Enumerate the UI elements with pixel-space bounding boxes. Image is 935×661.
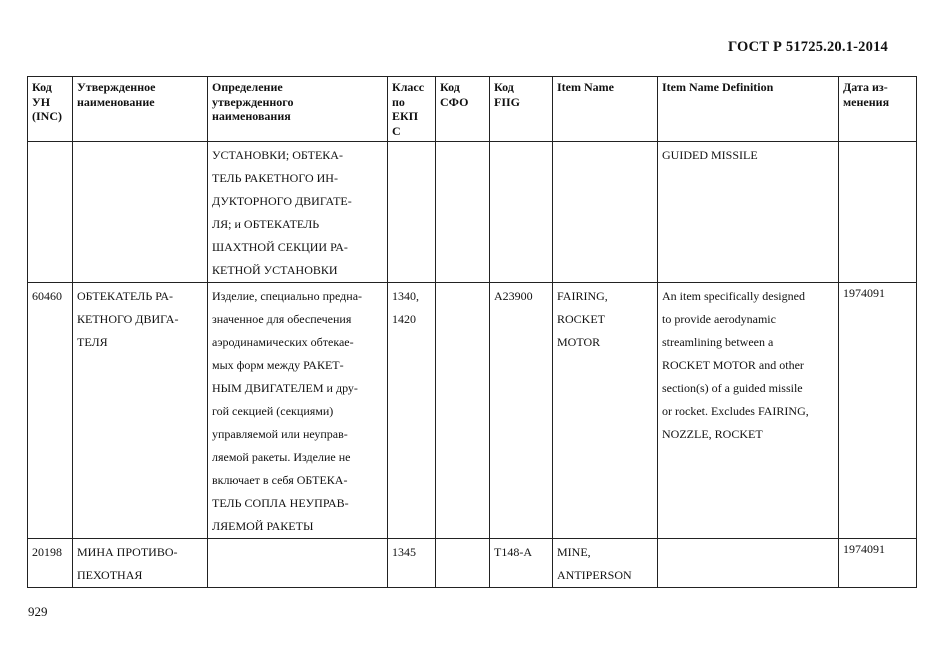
change-date-cell: [839, 539, 917, 588]
table-row: [28, 539, 917, 588]
cell-text-line: аэродинамических обтекае-: [212, 335, 354, 349]
cell-text-line: 1340,: [392, 289, 419, 303]
class-cell: [388, 283, 436, 539]
cell-text-line: 1420: [392, 312, 416, 326]
cell-text-line: включает в себя ОБТЕКА-: [212, 473, 348, 487]
fiig-cell: [490, 539, 553, 588]
cell-text-line: 1974091: [843, 542, 885, 556]
cell-text-line: to provide aerodynamic: [662, 312, 776, 326]
registry-table: [27, 76, 917, 588]
header-row: [28, 77, 917, 142]
cell-text-line: MOTOR: [557, 335, 601, 349]
col-header-change-date: Дата из- менения: [839, 77, 917, 142]
change-date-cell: [839, 283, 917, 539]
cell-text-line: 1345: [392, 545, 416, 559]
col-header-item-name: Item Name: [553, 77, 658, 142]
sfo-cell: [436, 283, 490, 539]
table-row: [28, 283, 917, 539]
approved-name-cell: [73, 142, 208, 283]
definition-cell: [208, 539, 388, 588]
item-name-cell: [553, 539, 658, 588]
cell-text-line: Изделие, специально предна-: [212, 289, 363, 303]
col-header-class: Класс по ЕКП С: [388, 77, 436, 142]
col-header-fiig: Код FIIG: [490, 77, 553, 142]
cell-text-line: ТЕЛЯ: [77, 335, 108, 349]
cell-text-line: ТЕЛЬ СОПЛА НЕУПРАВ-: [212, 496, 349, 510]
cell-text-line: ШАХТНОЙ СЕКЦИИ РА-: [212, 240, 348, 254]
cell-text-line: ЛЯ; и ОБТЕКАТЕЛЬ: [212, 217, 320, 231]
table-row: [28, 142, 917, 283]
cell-text-line: section(s) of a guided missile: [662, 381, 803, 395]
cell-text-line: ТЕЛЬ РАКЕТНОГО ИН-: [212, 171, 338, 185]
cell-text-line: мых форм между РАКЕТ-: [212, 358, 344, 372]
item-name-cell: [553, 283, 658, 539]
item-name-definition-cell: [658, 283, 839, 539]
cell-text-line: ROCKET: [557, 312, 605, 326]
inc-cell: [28, 283, 73, 539]
col-header-approved-name: Утвержденное наименование: [73, 77, 208, 142]
fiig-cell: [490, 142, 553, 283]
cell-text-line: ПЕХОТНАЯ: [77, 568, 143, 582]
approved-name-cell: [73, 283, 208, 539]
approved-name-cell: [73, 539, 208, 588]
item-name-definition-cell: [658, 539, 839, 588]
item-name-definition-cell: [658, 142, 839, 283]
cell-text-line: streamlining between a: [662, 335, 774, 349]
cell-text-line: MINE,: [557, 545, 591, 559]
cell-text-line: FAIRING,: [557, 289, 608, 303]
class-cell: [388, 142, 436, 283]
cell-text-line: КЕТНОЙ УСТАНОВКИ: [212, 263, 338, 277]
sfo-cell: [436, 539, 490, 588]
cell-text-line: МИНА ПРОТИВО-: [77, 545, 178, 559]
cell-text-line: or rocket. Excludes FAIRING,: [662, 404, 809, 418]
cell-text-line: GUIDED MISSILE: [662, 148, 758, 162]
class-cell: [388, 539, 436, 588]
col-header-definition: Определение утвержденного наименования: [208, 77, 388, 142]
cell-text-line: значенное для обеспечения: [212, 312, 352, 326]
cell-text-line: управляемой или неуправ-: [212, 427, 348, 441]
cell-text-line: ANTIPERSON: [557, 568, 632, 582]
cell-text-line: An item specifically designed: [662, 289, 805, 303]
cell-text-line: КЕТНОГО ДВИГА-: [77, 312, 179, 326]
page-number: 929: [28, 604, 48, 619]
cell-text-line: ДУКТОРНОГО ДВИГАТЕ-: [212, 194, 352, 208]
col-header-item-name-definition: Item Name Definition: [658, 77, 839, 142]
inc-cell: [28, 539, 73, 588]
sfo-cell: [436, 142, 490, 283]
cell-text-line: ЛЯЕМОЙ РАКЕТЫ: [212, 519, 314, 533]
definition-cell: [208, 142, 388, 283]
inc-cell: [28, 142, 73, 283]
cell-text-line: NOZZLE, ROCKET: [662, 427, 763, 441]
cell-text-line: A23900: [494, 289, 533, 303]
col-header-sfo: Код СФО: [436, 77, 490, 142]
fiig-cell: [490, 283, 553, 539]
cell-text-line: 1974091: [843, 286, 885, 300]
cell-text-line: T148-A: [494, 545, 532, 559]
cell-text-line: 60460: [32, 289, 62, 303]
cell-text-line: гой секцией (секциями): [212, 404, 334, 418]
item-name-cell: [553, 142, 658, 283]
col-header-inc: Код УН (INC): [28, 77, 73, 142]
cell-text-line: УСТАНОВКИ; ОБТЕКА-: [212, 148, 343, 162]
cell-text-line: ОБТЕКАТЕЛЬ РА-: [77, 289, 174, 303]
cell-text-line: 20198: [32, 545, 62, 559]
change-date-cell: [839, 142, 917, 283]
cell-text-line: НЫМ ДВИГАТЕЛЕМ и дру-: [212, 381, 358, 395]
definition-cell: [208, 283, 388, 539]
cell-text-line: ляемой ракеты. Изделие не: [212, 450, 351, 464]
document-standard-number: ГОСТ Р 51725.20.1-2014: [727, 39, 888, 55]
cell-text-line: ROCKET MOTOR and other: [662, 358, 804, 372]
